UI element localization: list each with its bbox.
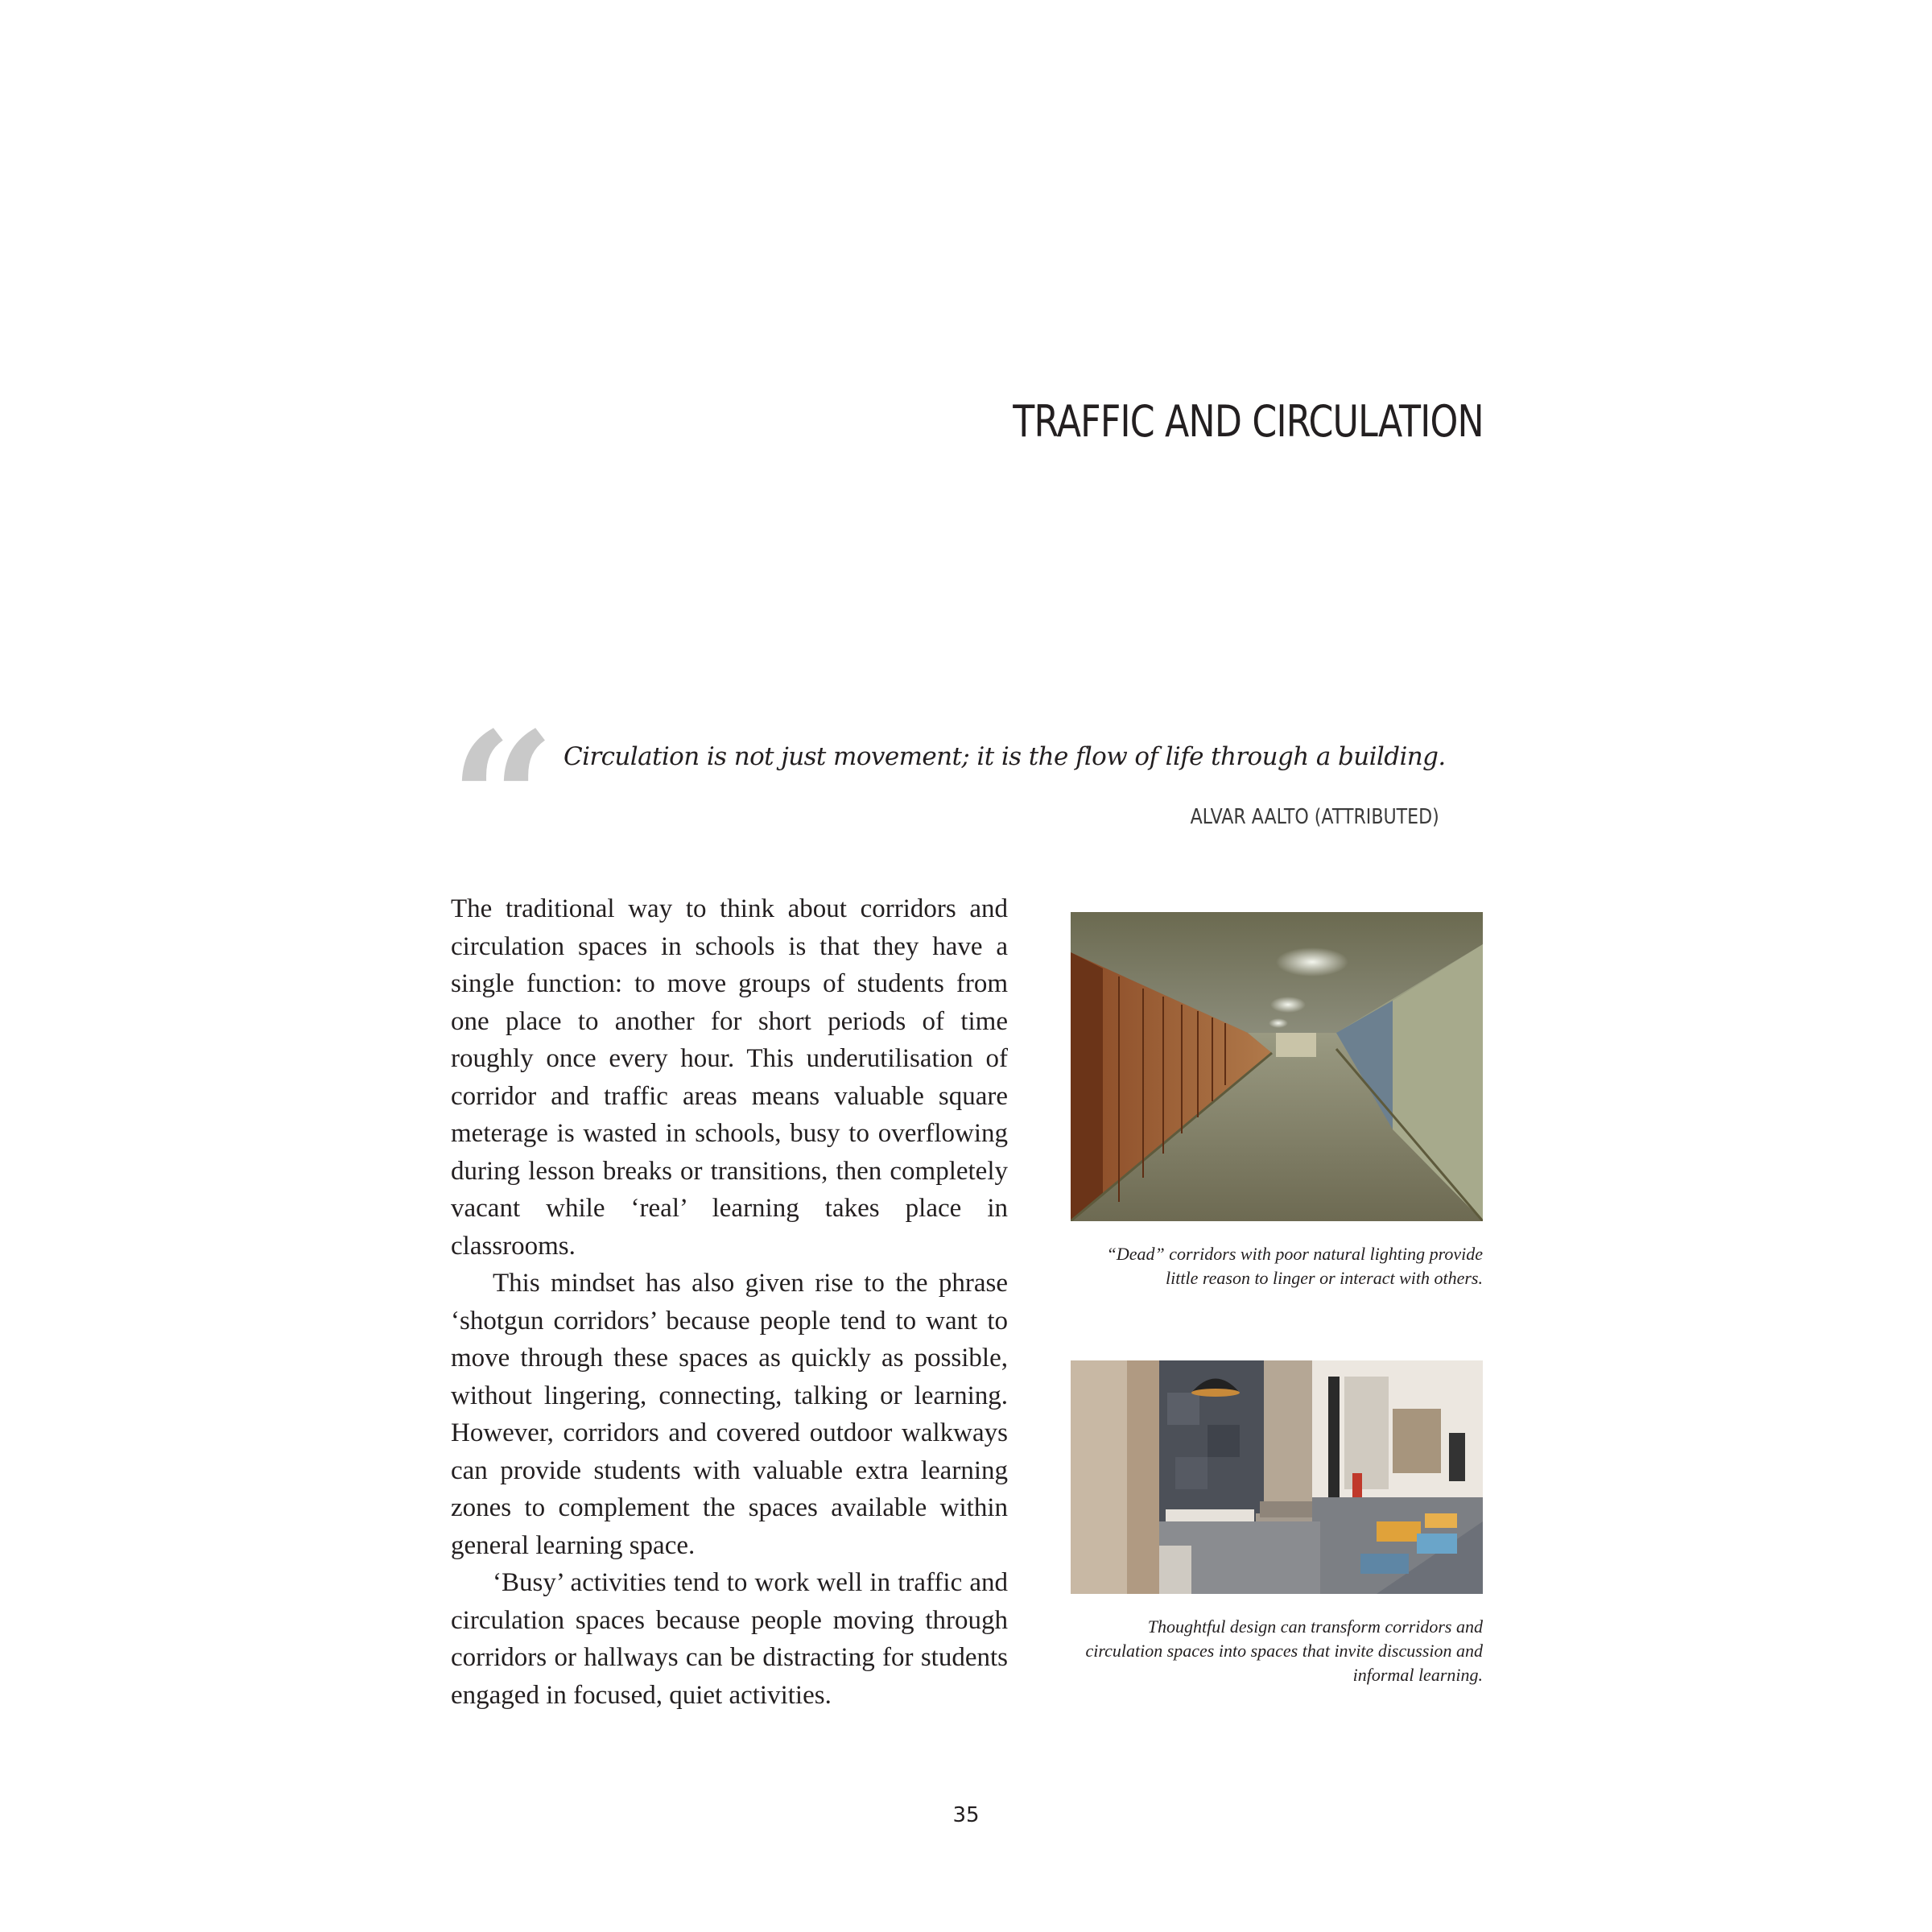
body-paragraph: ‘Busy’ activities tend to work well in traffic and circulation spaces because people moving through corridors or hallways can be distracting for students engaged in focused, quiet activities. [451,1568,1008,1710]
body-text [451,890,1008,1714]
body-paragraph: This mindset has also given rise to the phrase ‘shotgun corridors’ because people tend to want to move through these spaces as quickly as possible, without lingering, connecting, talking or learning. However, corridors and covered outdoor walkways can provide students with valuable extra learning zones to complement the spaces available within general learning space. [451,1269,1008,1560]
chapter-title: TRAFFIC AND CIRCULATION [1013,396,1484,447]
epigraph-quote: Circulation is not just movement; it is the flow of life through a building. [564,742,1446,771]
figure-caption: “Dead” corridors with poor natural lighting provide little reason to linger or interact with others. [1106,1244,1483,1288]
figure-caption: Thoughtful design can transform corridors and circulation spaces into spaces that invite discussion and informal learning. [1085,1616,1483,1685]
body-paragraph: The traditional way to think about corridors and circulation spaces in schools is that they have a single function: to move groups of students from one place to another for short periods of time roughly once every hour. This underutilisation of corridor and traffic areas means valuable square meterage is wasted in schools, busy to overflowing during lesson breaks or transitions, then completely vacant while ‘real’ learning takes place in classrooms. [451,894,1008,1261]
epigraph-attribution: ALVAR AALTO (ATTRIBUTED) [1190,805,1439,829]
page-number: 35 [952,1803,980,1827]
corridor-photo [1071,912,1483,1221]
redesigned-corridor-photo [1071,1360,1483,1594]
quote-mark-icon: “ [449,692,556,910]
